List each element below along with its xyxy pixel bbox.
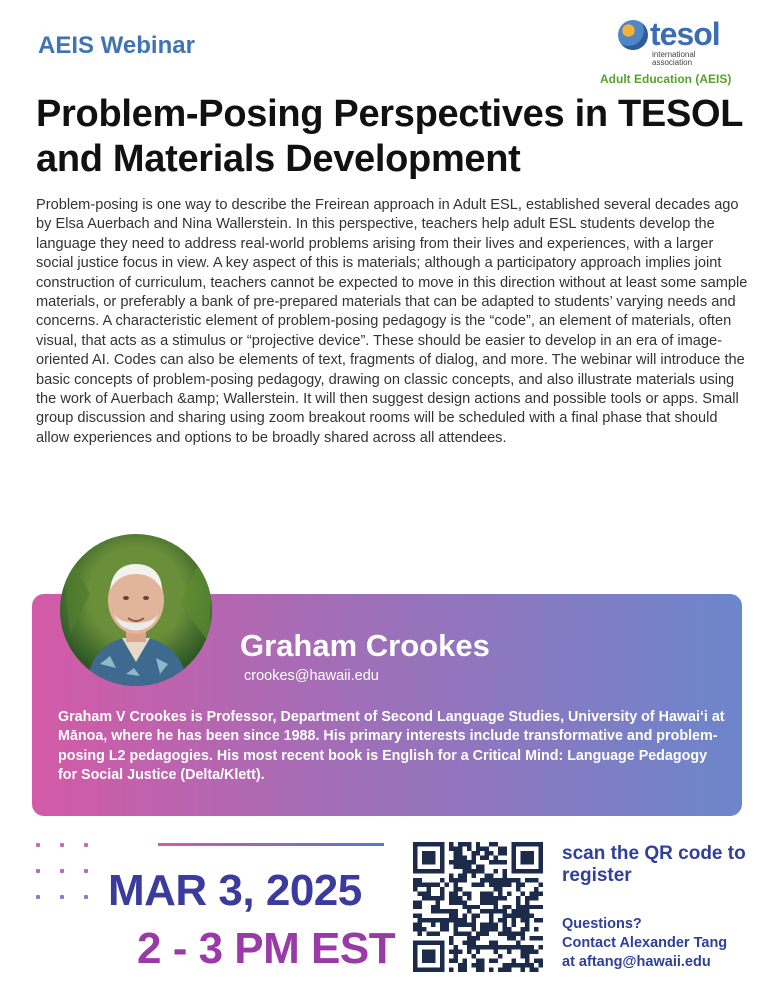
logo-subtitle-line2: association: [652, 58, 693, 67]
qr-code-icon[interactable]: [413, 842, 543, 972]
tesol-logo: [600, 16, 752, 88]
contact-email[interactable]: at aftang@hawaii.edu: [562, 954, 711, 970]
decorative-dots: [36, 843, 92, 903]
questions-label: Questions?: [562, 916, 642, 932]
webinar-description: Problem-posing is one way to describe the Freirean approach in Adult ESL, established several decades ago by Elsa Auerbach and Nina Wallerstein. In this perspective, teachers help adult ESL students develop the language they need to address real-world problems arising from their lives and experiences, with a larger social justice focus in view. A key aspect of this is materials; although a participatory approach implies joint construction of curriculum, teachers cannot be expected to move in this direction without at least some sample materials, or preferably a bank of pre-prepared materials that can be adapted to students’ varying needs and concerns. A characteristic element of problem-posing pedagogy is the “code”, an element of materials, often visual, that acts as a stimulus or “projective device”. These should be easier to develop in an era of image-oriented AI. Codes can also be elements of text, fragments of dialog, and more. The webinar will introduce the basic concepts of problem-posing pedagogy, drawing on classic concepts, and also illustrate materials using the work of Auerbach &amp; Wallerstein. It will then suggest design actions and possible tools or apps. Small group discussion and sharing using zoom breakout rooms will be scheduled with a final phase that should allow experiences and options to be broadly shared across all attendees.: [36, 197, 748, 446]
logo-subtitle-line1: international: [652, 50, 696, 59]
logo-group-label: Adult Education (AEIS): [600, 72, 732, 86]
speaker-photo: [60, 534, 212, 686]
logo-subtitle: [652, 51, 696, 67]
webinar-kicker: AEIS Webinar: [38, 32, 195, 59]
speaker-name: Graham Crookes: [240, 628, 490, 663]
scan-instructions: scan the QR code to register: [562, 843, 746, 886]
speaker-bio: Graham V Crookes is Professor, Department of Second Language Studies, University of Hawai‘i at Mānoa, where he has been since 1988. His primary interests include transformative and problem-posing L2 pedagogies. His most recent book is English for a Critical Mind: Language Pedagogy for Social Justice (Delta/Klett).: [58, 709, 725, 784]
qr-code[interactable]: [413, 842, 543, 972]
contact-name: Contact Alexander Tang: [562, 935, 728, 951]
contact-info: [562, 915, 762, 972]
logo-wordmark: tesol: [650, 16, 720, 52]
divider-rule: [158, 843, 384, 846]
tesol-globe-icon: [618, 20, 648, 50]
page-title: Problem-Posing Perspectives in TESOL and Materials Development: [36, 93, 743, 180]
event-time: 2 - 3 PM EST: [137, 924, 396, 973]
event-date: MAR 3, 2025: [108, 866, 362, 915]
speaker-email[interactable]: crookes@hawaii.edu: [244, 668, 379, 684]
speaker-portrait-icon: [60, 534, 212, 686]
